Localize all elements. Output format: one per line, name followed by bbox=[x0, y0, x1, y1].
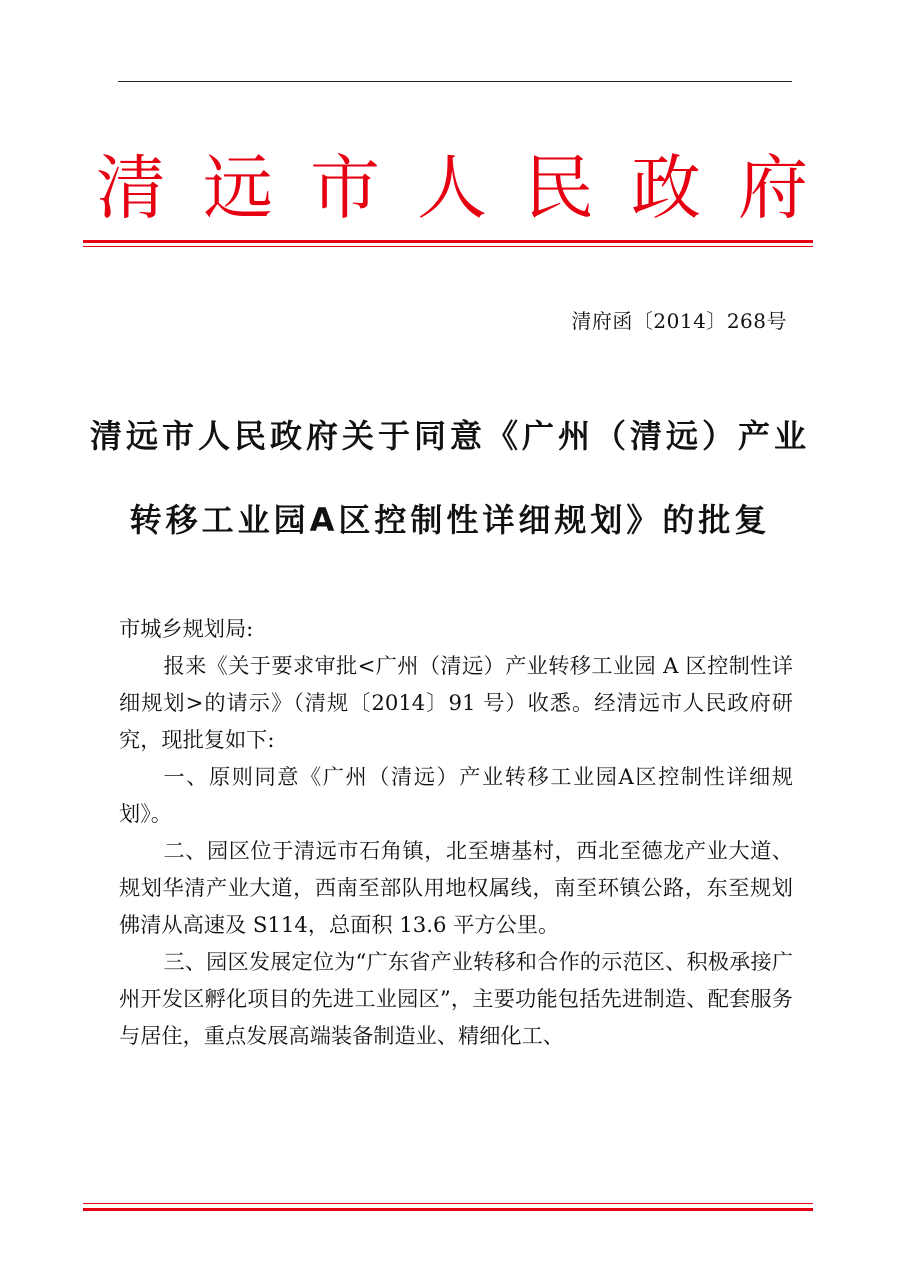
document-title-line-2: 转移工业园A区控制性详细规划》的批复 bbox=[129, 501, 771, 539]
body-paragraph: 一、原则同意《广州（清远）产业转移工业园A区控制性详细规划》。 bbox=[119, 764, 793, 826]
masthead-title bbox=[96, 140, 808, 236]
masthead-char: 远 bbox=[203, 147, 273, 229]
masthead-red-rule-thick bbox=[83, 240, 813, 243]
masthead-char: 市 bbox=[310, 147, 380, 229]
masthead-char: 民 bbox=[524, 147, 594, 229]
masthead-char: 府 bbox=[738, 147, 808, 229]
masthead-char: 政 bbox=[631, 147, 701, 229]
document-title-line-1: 清远市人民政府关于同意《广州（清远）产业 bbox=[89, 417, 810, 455]
masthead-char: 人 bbox=[417, 147, 487, 229]
salutation: 市城乡规划局: bbox=[119, 616, 254, 641]
footer-red-rule-thin bbox=[83, 1203, 813, 1204]
header-rule bbox=[118, 81, 792, 82]
body-paragraph: 三、园区发展定位为“广东省产业转移和合作的示范区、积极承接广州开发区孵化项目的先进工业园区”，主要功能包括先进制造、配套服务与居住，重点发展高端装备制造业、精细化工、 bbox=[119, 949, 793, 1048]
masthead-red-rule-thin bbox=[83, 246, 813, 247]
footer-red-rule-thick bbox=[83, 1208, 813, 1211]
document-body bbox=[119, 610, 793, 1054]
body-paragraph: 二、园区位于清远市石角镇，北至塘基村，西北至德龙产业大道、规划华清产业大道，西南至部队用地权属线，南至环镇公路，东至规划佛清从高速及 S114，总面积 13.6 平方公里。 bbox=[119, 838, 793, 937]
body-paragraph: 报来《关于要求审批<广州（清远）产业转移工业园 A 区控制性详细规划>的请示》（清规〔2014〕91 号）收悉。经清远市人民政府研究，现批复如下: bbox=[119, 653, 793, 752]
masthead-char: 清 bbox=[96, 147, 166, 229]
document-number: 清府函〔2014〕268号 bbox=[571, 309, 787, 333]
